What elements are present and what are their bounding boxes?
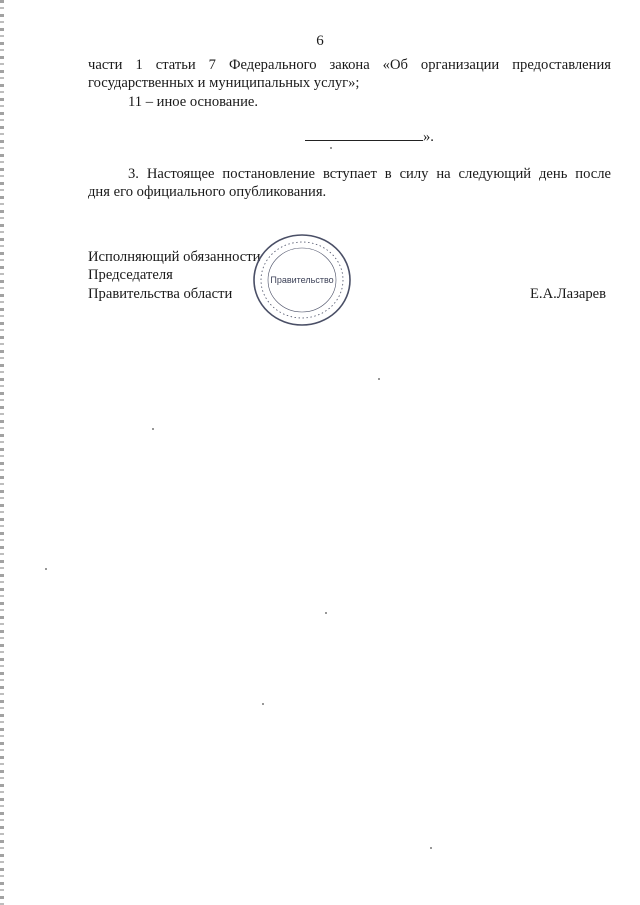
blank-underline — [305, 129, 423, 141]
scan-speck — [152, 428, 154, 430]
official-seal — [250, 230, 355, 330]
scan-edge — [0, 0, 4, 905]
paragraph-1-line-2: государственных и муниципальных услуг»; — [88, 75, 360, 91]
seal-center-text: Правительство — [270, 275, 334, 285]
scan-speck — [378, 378, 380, 380]
signatory-title-line-2: Председателя — [88, 267, 173, 283]
scan-speck — [262, 703, 264, 705]
scan-speck — [330, 147, 332, 149]
signatory-title-line-3: Правительства области — [88, 286, 233, 302]
scan-speck — [430, 847, 432, 849]
paragraph-3-line-2: дня его официального опубликования. — [88, 184, 327, 200]
scan-speck — [325, 612, 327, 614]
closing-quote: ». — [423, 129, 434, 145]
paragraph-1-line-1: части 1 статьи 7 Федерального закона «Об организации предоставления — [88, 57, 611, 73]
item-11: 11 – иное основание. — [128, 94, 259, 110]
page-number: 6 — [316, 33, 324, 49]
signatory-title-line-1: Исполняющий обязанности — [88, 249, 261, 265]
paragraph-3-line-1: 3. Настоящее постановление вступает в силу на следующий день после — [128, 166, 611, 182]
scan-speck — [45, 568, 47, 570]
signatory-name: Е.А.Лазарев — [530, 286, 607, 302]
blank-line-closing — [305, 129, 434, 146]
